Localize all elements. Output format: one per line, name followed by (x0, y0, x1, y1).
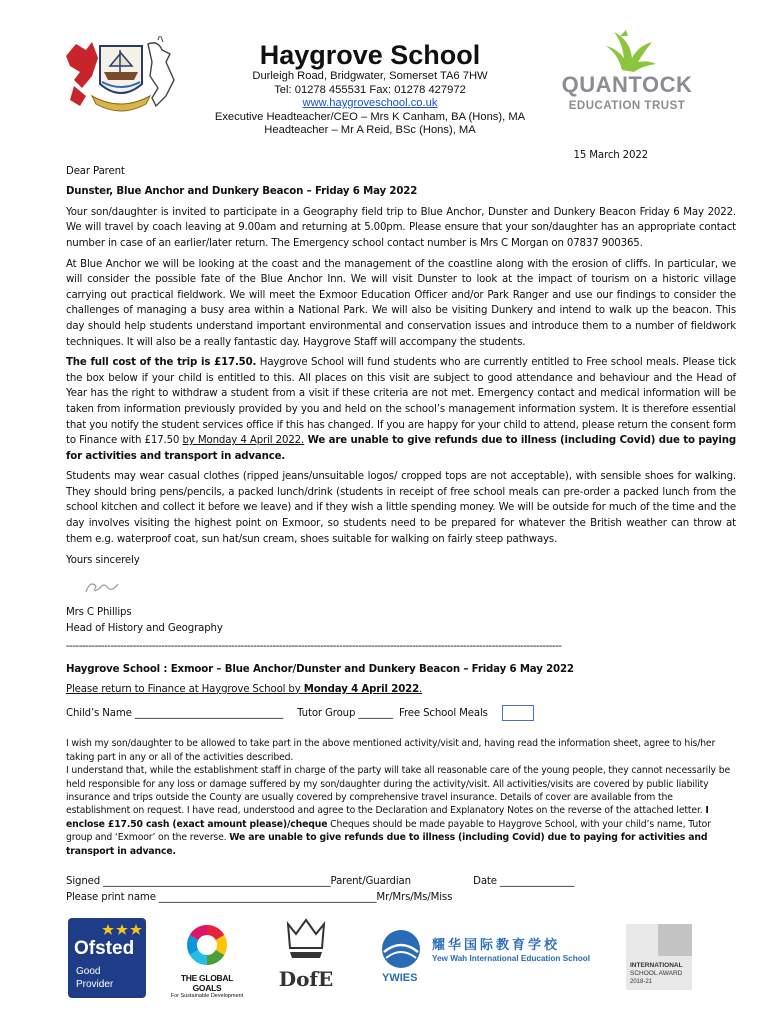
cheque-instructions: Cheques should be made payable to Haygrove School, with your child’s name, Tutor group and ‘Exmoor’ on the reverse. (66, 818, 711, 844)
free-school-meals-label: Free School Meals (399, 707, 488, 719)
child-details-row (66, 705, 736, 721)
trust-name: QUANTOCK (561, 72, 693, 97)
cut-line-divider: ------------------------------------------------------------------------------------------------------------------------------------------------------------ (66, 640, 562, 652)
form-title: Haygrove School : Exmoor – Blue Anchor/Dunster and Dunkery Beacon – Friday 6 May 2022 (66, 664, 574, 676)
isa-title-line1: INTERNATIONAL (630, 962, 683, 969)
ywies-english-name: Yew Wah International Education School (432, 954, 591, 963)
school-crest-logo (62, 36, 180, 114)
cost-statement: The full cost of the trip is £17.50. (66, 357, 257, 369)
print-name-field[interactable]: Please print name ____________________________________________Mr/Mrs/Ms/Miss (66, 891, 453, 903)
consent-statement-1: I wish my son/daughter to be allowed to take part in the above mentioned activity/visit and, having read the information sheet, agree to his/her taking part in any or all of the activities described. (66, 738, 716, 763)
enclose-payment-text: I enclose £17.50 cash (exact amount please)/cheque (66, 805, 709, 830)
paragraph-clothing: Students may wear casual clothes (ripped jeans/unsuitable logos/ cropped tops are not acceptable), with sensible shoes for walking. They should bring pens/pencils, a packed lunch/drink (students in receipt of free school meals can pre-order a packed lunch from the school kitchen and collect it before we leave) and if they wish a little spending money. We will be outside for much of the time and the day involves visiting the highest point on Exmoor, so students need to be prepared for whatever the British weather can throw at them e.g. waterproof coat, sun hat/sun cream, shoes suitable for walking on fairly steep pathways. (66, 471, 736, 545)
ywies-logo (378, 924, 598, 996)
executive-headteacher: Executive Headteacher/CEO – Mrs K Canham, BA (Hons), MA (214, 110, 526, 123)
ofsted-name: Ofsted (74, 938, 135, 959)
quantock-education-trust-logo (552, 28, 702, 120)
footer-logos (0, 910, 770, 1010)
date-field[interactable]: Date _______________ (473, 876, 575, 888)
letterhead (190, 40, 550, 138)
form-refund-policy: We are unable to give refunds due to illness (including Covid) due to paying for activities and transport in advance. (66, 832, 708, 857)
global-goals-subtitle: For Sustainable Development (170, 993, 244, 999)
letter-date: 15 March 2022 (573, 150, 648, 161)
ywies-abbreviation: YWIES (382, 972, 418, 984)
salutation: Dear Parent (66, 165, 125, 177)
stars-icon (102, 924, 142, 936)
cost-details: Haygrove School will fund students who are currently entitled to Free school meals. Please tick the box below if your child is entitled to this. All places on this visit are subject to good attendance and behaviour and the Head of Year has the right to withdraw a student from a visit if these criteria are not met. Emergency contact and medical information will be taken from information previously provided by you and held on the school’s management information system. It is therefore essential that you notify the student services office if this has changed. If you are happy for your child to attend, please return the consent form to Finance with £17.50 (66, 357, 736, 447)
return-deadline: by Monday 4 April 2022. (182, 435, 305, 447)
ofsted-rating-line2: Provider (76, 979, 114, 990)
school-address: Durleigh Road, Bridgwater, Somerset TA6 7HW (252, 70, 488, 82)
trust-subtitle: EDUCATION TRUST (568, 100, 686, 112)
school-phone-fax: Tel: 01278 455531 Fax: 01278 427972 (274, 83, 466, 96)
free-school-meals-checkbox[interactable] (502, 705, 534, 721)
global-goals-title: THE GLOBAL GOALS (180, 973, 234, 993)
signatory-name: Mrs C Phillips (66, 607, 132, 619)
dofe-logo (278, 918, 334, 992)
dofe-crown-icon (278, 918, 334, 962)
international-school-award-logo (626, 924, 692, 990)
signatory-role: Head of History and Geography (66, 623, 223, 635)
consent-liability-text: I understand that, while the establishment staff in charge of the party will take all reasonable care of the young people, they cannot necessarily be held responsible for any loss or damage suffered by my son/daughter during the activity/visit. All activities/visits are covered by public liability insurance and trips outside the County are usually covered by comprehensive travel insurance. Details of cover are available from the establishment on request. I have read, understood and agree to the Declaration and Explanatory Notes on the reverse of the attached letter. (66, 765, 731, 817)
form-return-end: . (419, 683, 423, 695)
letter-subject: Dunster, Blue Anchor and Dunkery Beacon – Friday 6 May 2022 (66, 186, 418, 198)
ofsted-logo (68, 918, 146, 998)
ywies-emblem-icon (378, 928, 424, 970)
letter-body (66, 148, 736, 905)
isa-years: 2018-21 (630, 979, 653, 985)
school-website-link[interactable]: www.haygroveschool.co.uk (302, 97, 438, 109)
headteacher: Headteacher – Mr A Reid, BSc (Hons), MA (264, 124, 476, 136)
signature-image (82, 576, 122, 598)
refund-policy: We are unable to give refunds due to illness (including Covid) due to paying for activities and transport in advance. (66, 435, 736, 462)
form-return-instruction: Please return to Finance at Haygrove School by (66, 683, 304, 695)
school-name: Haygrove School (259, 40, 481, 70)
bird-icon (552, 28, 702, 74)
global-goals-wheel-icon (184, 922, 230, 968)
paragraph-itinerary: At Blue Anchor we will be looking at the coast and the management of the coastline along with the erosion of cliffs. In particular, we will consider the possible fate of the Blue Anchor Inn. We will visit Dunster to look at the impact of tourism on a historic village carrying out practical fieldwork. We will meet the Exmoor Education Officer and/or Park Ranger and use our findings to consider the challenges of managing a busy area within a National Park. We will also be visiting Dunkery and intend to walk up the beacon. This day should help students understand important environmental and conservation issues and introduce them to a number of fieldwork techniques. It will also be a really fantastic day. Haygrove Staff will accompany the students. (66, 258, 736, 348)
ofsted-rating: Good (76, 966, 101, 977)
global-goals-logo (168, 922, 246, 1002)
signed-field[interactable]: Signed ______________________________________________Parent/Guardian (66, 876, 411, 888)
paragraph-intro: Your son/daughter is invited to participate in a Geography field trip to Blue Anchor, Dunster and Dunkery Beacon Friday 6 May 2022. We will travel by coach leaving at 9.00am and returning at 5.00pm. Please ensure that your son/daughter has an appropriate contact number in case of an earlier/later return. The Emergency school contact number is Mrs C Morgan on 07837 900365. (66, 206, 736, 249)
closing: Yours sincerely (66, 555, 140, 567)
form-return-date: Monday 4 April 2022 (303, 683, 420, 695)
child-name-field[interactable]: Child’s Name ______________________________ (66, 707, 284, 719)
ywies-chinese-name: 耀华国际教育学校 (432, 937, 561, 952)
tutor-group-field[interactable]: Tutor Group _______ (297, 707, 393, 719)
dofe-name: DofE (278, 967, 334, 991)
isa-title-line2: SCHOOL AWARD (630, 970, 683, 977)
paragraph-cost (66, 355, 736, 464)
consent-statement-2 (66, 764, 736, 858)
